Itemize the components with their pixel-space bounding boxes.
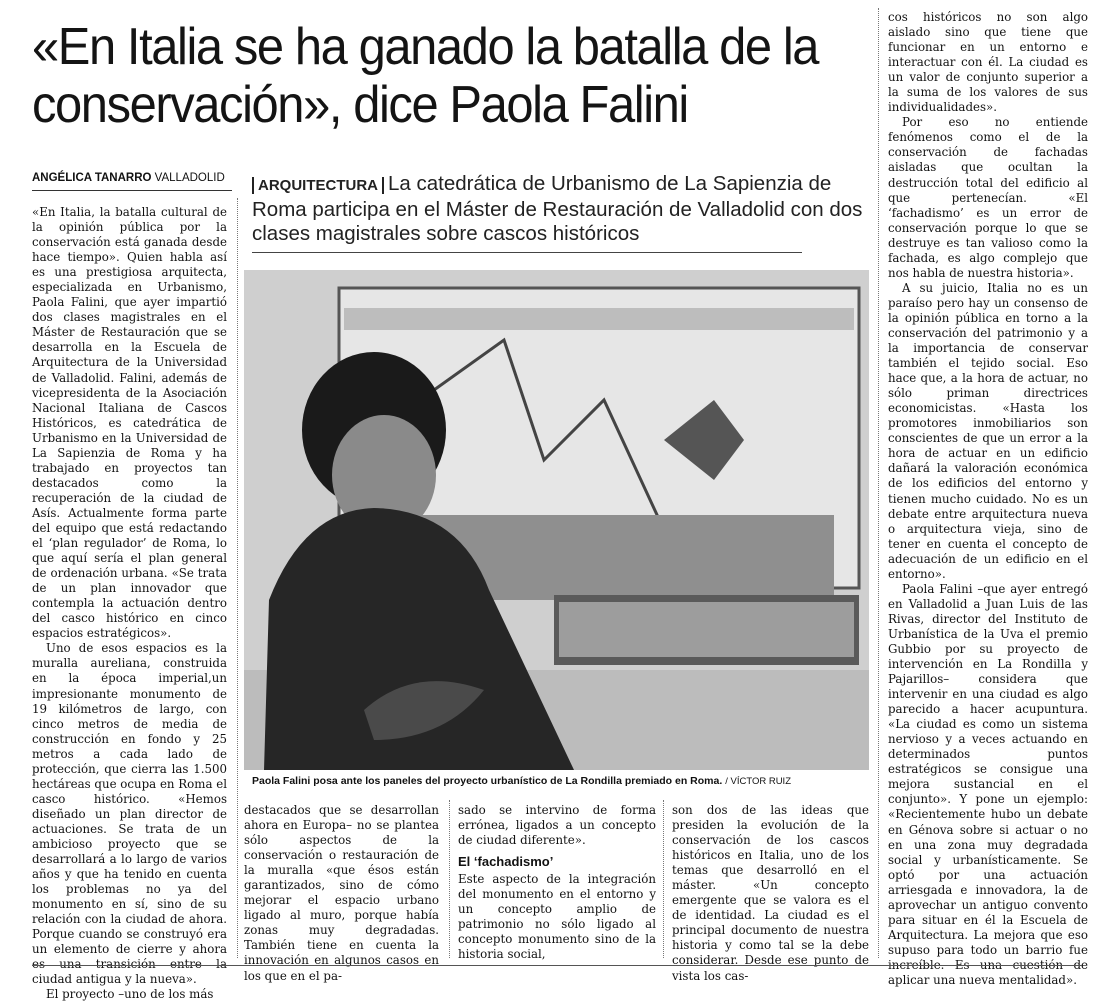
photo-credit: / VÍCTOR RUIZ (725, 776, 792, 787)
byline-author: ANGÉLICA TANARRO (32, 172, 152, 184)
subheadline-text: La catedrática de Urbanismo de La Sapienzia de Roma participa en el Máster de Restauración de Valladolid con dos clases magistrales sobre cascos históricos (252, 172, 863, 245)
paragraph: Por eso no entiende fenómenos como el de la conservación de fachadas aisladas que ocultan la destrucción total del edificio al que pertenecían. «El ‘fachadismo’ es un error de conservación porque lo que se destruye es tan valioso como la fachada, es algo complejo que nos habla de nuestra historia». (888, 115, 1088, 280)
section-subheading: El ‘fachadismo’ (458, 854, 554, 870)
paragraph: A su juicio, Italia no es un paraíso pero hay un consenso de la opinión pública en torno a la conservación del patrimonio y a la importancia de conservar también el tejido social. Eso hace que, a la hora de actuar, no sólo priman directrices economicistas. «Hasta los promotores inmobiliarios son conscientes de que un error a la hora de actuar en un edificio dañará la valoración económica de los edificios del entorno y tienen mucho cuidado. No es un debate entre arquitectura nueva o arquitectura vieja, sino de tener en cuenta el concepto de adecuación de un edificio en el entorno». (888, 280, 1088, 581)
paragraph: «En Italia, la batalla cultural de la opinión pública por la conservación está ganada desde hace tiempo». Quien habla así es una prestigiosa arquitecta, especializada en Urbanismo, Paola Falini, que ayer impartió dos clases magistrales en el Máster de Restauración que se desarrolla en la Escuela de Arquitectura de la Universidad de Valladolid. Falini, además de vicepresidenta de la Asociación Nacional Italiana de Cascos Históricos, es catedrática de Urbanismo en la Universidad de La Sapienzia de Roma y ha trabajado en proyectos tan destacados como la recuperación de la ciudad de Asís. Actualmente forma parte del equipo que está redactando el ‘plan regulador’ de Roma, lo que aquí sería el plan general de ordenación urbana. «Se trata de un plan innovador que contempla la actuación dentro del casco histórico en cinco espacios estratégicos». (32, 205, 227, 641)
column-divider (449, 800, 450, 958)
paragraph: son dos de las ideas que presiden la evolución de la conservación de los cascos históricos en Italia, uno de los temas que desarrolló en el máster. «Un concepto emergente que se valora es el de identidad. La ciudad es el principal documento de nuestra historia y como tal se la debe considerar. Desde ese punto de vista los cas- (672, 803, 869, 983)
byline-city: VALLADOLID (154, 172, 225, 184)
subheadline (252, 172, 877, 246)
article-column-4 (672, 803, 869, 984)
section-tag: ARQUITECTURA (252, 177, 384, 194)
caption-text: Paola Falini posa ante los paneles del proyecto urbanístico de La Rondilla premiado en Roma. (252, 775, 723, 787)
subheadline-rule (252, 252, 802, 253)
article-column-5 (888, 10, 1088, 988)
article-photo (244, 270, 869, 770)
bottom-rule (32, 965, 1082, 966)
article-column-2 (244, 803, 439, 984)
paragraph: Este aspecto de la integración del monumento en el entorno y un concepto amplio de patrimonio no sólo ligado al concepto monumento sino de la historia social, (458, 872, 656, 962)
paragraph: cos históricos no son algo aislado sino que tiene que funcionar en un entorno e interactuar con él. La ciudad es un valor de conjunto superior a la suma de los valores de sus individualidades». (888, 10, 1088, 115)
article-column-1 (32, 205, 227, 1002)
paragraph: El proyecto –uno de los más (46, 987, 214, 1002)
headline: «En Italia se ha ganado la batalla de la conservación», dice Paola Falini (32, 18, 819, 134)
column-divider (237, 198, 238, 958)
byline-rule (32, 190, 232, 191)
paragraph: destacados que se desarrollan ahora en Europa– no se plantea sólo aspectos de la conservación o restauración de la muralla «que ésos están garantizados, sino de cómo mejorar el espacio urbano ligado al muro, porque había zonas muy degradadas. También tiene en cuenta la innovación en algunos casos en los que en el pa- (244, 803, 439, 983)
photo-illustration (244, 270, 869, 770)
paragraph: sado se intervino de forma errónea, ligados a un concepto de ciudad diferente». (458, 803, 656, 848)
photo-caption (252, 775, 872, 787)
byline (32, 172, 225, 184)
column-divider (878, 8, 879, 958)
column-divider (663, 800, 664, 958)
paragraph: Paola Falini –que ayer entregó en Valladolid a Juan Luis de las Rivas, director del Instituto de Urbanística de la Uva el premio Gubbio por su proyecto de intervención en La Rondilla y Pajarillos– considera que intervenir en una ciudad es algo parecido a hacer acupuntura. «La ciudad es como un sistema nervioso y a veces actuando en determinados puntos estratégicos se consigue una mejora sustancial en el conjunto». Y pone un ejemplo: «Recientemente hubo un debate en Génova sobre si actuar o no en una zona muy degradada social y urbanísticamente. Se optó por una actuación arriesgada e innovadora, la de aprovechar un antiguo convento para situar en él la Escuela de Arquitectura. La mejora que eso supuso para todo un barrio fue increíble. Es una cuestión de aplicar una nueva mentalidad». (888, 581, 1088, 987)
article-column-3 (458, 803, 656, 962)
paragraph: Uno de esos espacios es la muralla aureliana, construida en la época imperial,un impresionante monumento de 19 kilómetros de largo, con cinco metros de media de construcción en fondo y 25 metros a cada lado de protección, que cierra las 1.500 hectáreas que ocupa en Roma el casco histórico. «Hemos diseñado un plan director de actuaciones. Se trata de un ambicioso proyecto que se desarrollará a lo largo de varios años y que ha tenido en cuenta los problemas no ya del monumento en sí, sino de su relación con la ciudad de ahora. Porque cuando se construyó era un elemento de cierre y ahora es una transición entre la ciudad antigua y la nueva». (32, 641, 227, 987)
